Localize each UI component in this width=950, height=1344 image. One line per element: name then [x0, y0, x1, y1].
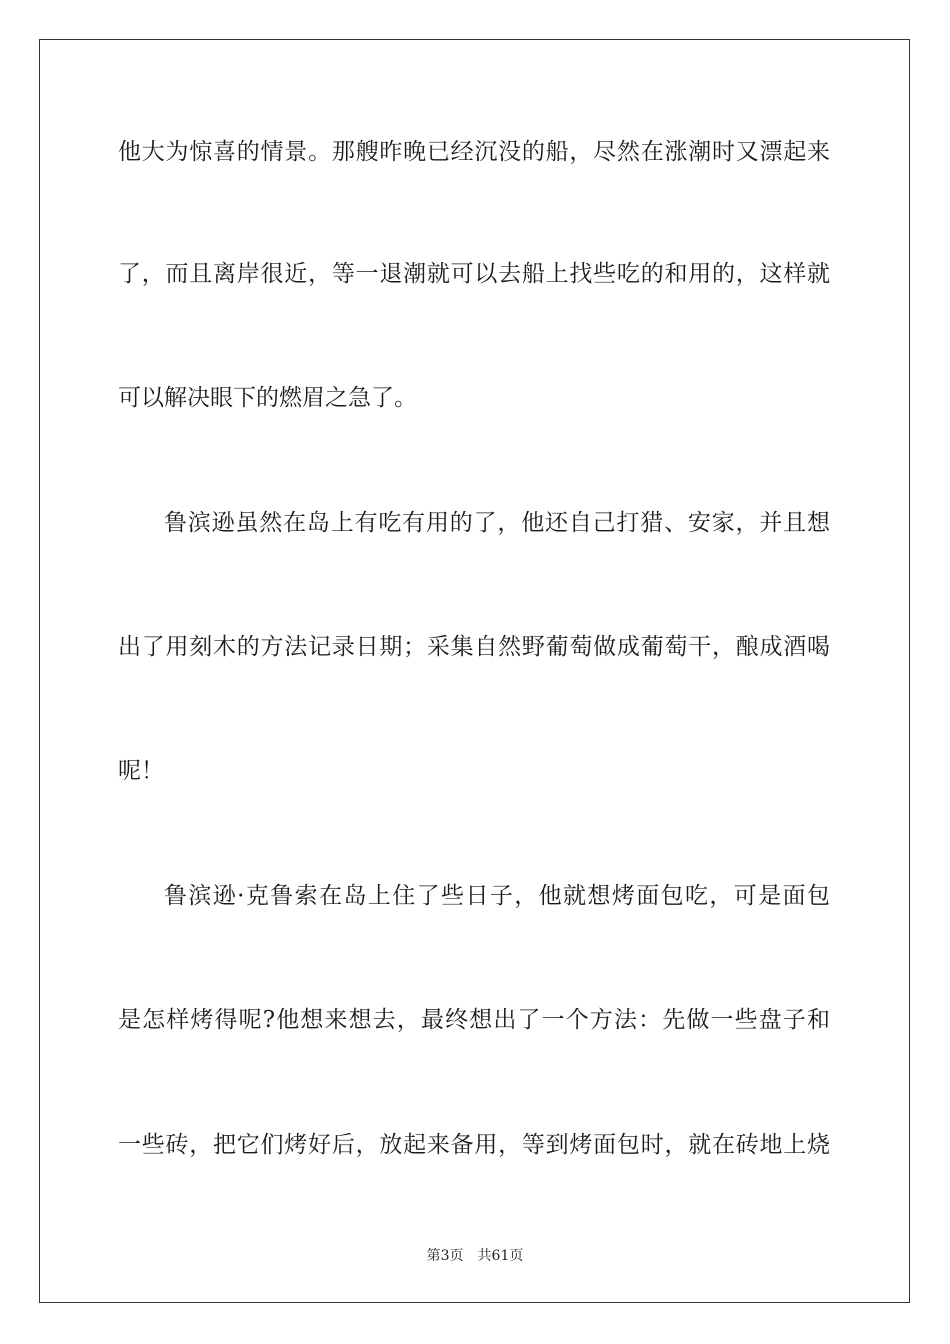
page-frame	[39, 39, 910, 1303]
text-line: 是怎样烤得呢?他想来想去，最终想出了一个方法：先做一些盘子和	[118, 1007, 830, 1033]
text-line: 一些砖，把它们烤好后，放起来备用，等到烤面包时，就在砖地上烧	[118, 1132, 830, 1158]
page-total: 共61页	[477, 1248, 524, 1264]
paragraph-first-line: 鲁滨逊虽然在岛上有吃有用的了，他还自己打猎、安家，并且想	[164, 510, 830, 536]
text-line: 呢！	[118, 758, 164, 784]
page-footer	[0, 1247, 950, 1265]
paragraph-first-line: 鲁滨逊·克鲁索在岛上住了些日子，他就想烤面包吃，可是面包	[164, 883, 830, 909]
text-line: 他大为惊喜的情景。那艘昨晚已经沉没的船，尽然在涨潮时又漂起来	[118, 139, 830, 165]
text-line: 可以解决眼下的燃眉之急了。	[118, 385, 417, 411]
text-line: 了，而且离岸很近，等一退潮就可以去船上找些吃的和用的，这样就	[118, 261, 830, 287]
page-number: 第3页	[426, 1248, 464, 1264]
text-line: 出了用刻木的方法记录日期；采集自然野葡萄做成葡萄干，酿成酒喝	[118, 634, 830, 660]
